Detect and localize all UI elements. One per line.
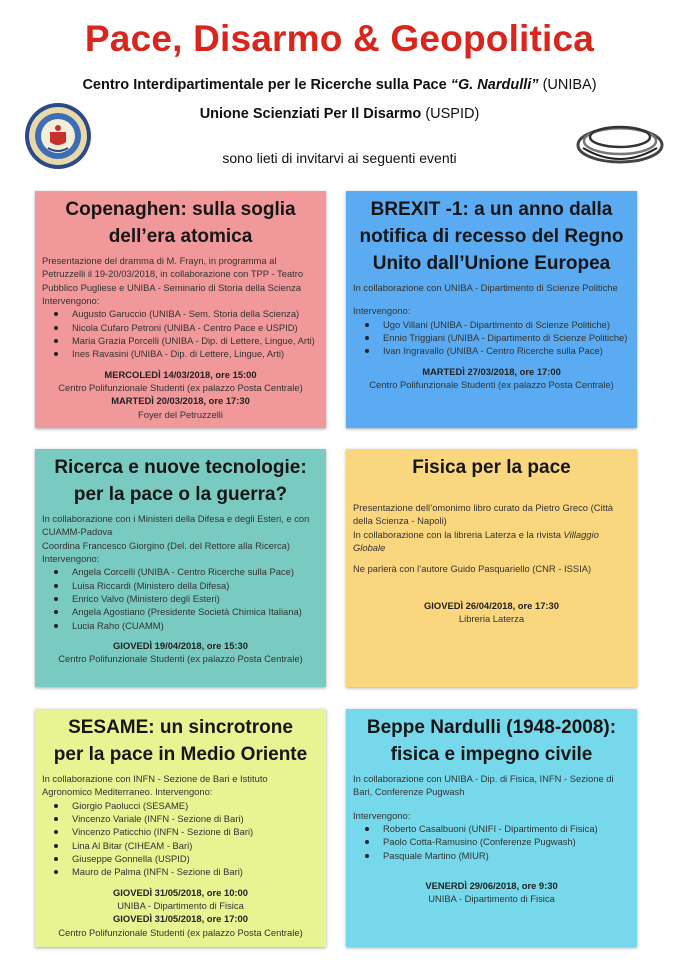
speaker-item: Paolo Cotta-Ramusino (Conferenze Pugwash) xyxy=(371,835,630,848)
event-collaboration: In collaborazione con la libreria Laterza e la rivista Villaggio Globale xyxy=(353,528,599,553)
organizer-1-suffix: (UNIBA) xyxy=(542,77,597,93)
speaker-item: Nicola Cufaro Petroni (UNIBA - Centro Pace e USPID) xyxy=(60,321,319,334)
event-title: Beppe Nardulli (1948-2008): fisica e impegno civile xyxy=(366,717,617,765)
event-venue: Centro Polifunzionale Studenti (ex palazzo Posta Centrale) xyxy=(58,926,303,938)
event-title: SESAME: un sincrotrone per la pace in Medio Oriente xyxy=(53,717,308,765)
event-card-sesame xyxy=(35,709,326,947)
event-card-brexit xyxy=(346,191,637,428)
speakers-label: Intervengono: xyxy=(42,294,100,306)
event-venue: Libreria Laterza xyxy=(458,613,525,625)
speaker-item: Ennio Triggiani (UNIBA - Dipartimento di Scienze Politiche) xyxy=(371,331,630,344)
event-title: BREXIT -1: a un anno dalla notifica di recesso del Regno Unito dall’Unione Europea xyxy=(359,199,624,274)
speaker-item: Ugo Villani (UNIBA - Dipartimento di Scienze Politiche) xyxy=(371,318,630,331)
event-schedule xyxy=(353,365,630,392)
speaker-item: Augusto Garuccio (UNIBA - Sem. Storia della Scienza) xyxy=(60,307,319,320)
event-date: MARTEDÌ 20/03/2018, ore 17:30 xyxy=(111,395,250,407)
event-description: Presentazione dell’omonimo libro curato da Pietro Greco (Città della Scienza - Napoli) xyxy=(353,501,614,527)
speaker-item: Giuseppe Gonnella (USPID) xyxy=(60,852,319,865)
invite-line: sono lieti di invitarvi ai seguenti eventi xyxy=(222,150,457,166)
organizer-1-name: Centro Interdipartimentale per le Ricerche sulla Pace xyxy=(82,77,447,93)
speaker-item: Maria Grazia Porcelli (UNIBA - Dip. di Lettere, Lingue, Arti) xyxy=(60,334,319,347)
event-date: MERCOLEDÌ 14/03/2018, ore 15:00 xyxy=(104,368,257,380)
event-schedule xyxy=(353,599,630,626)
event-date: MARTEDÌ 27/03/2018, ore 17:00 xyxy=(422,365,561,377)
speaker-item: Vincenzo Variale (INFN - Sezione di Bari) xyxy=(60,812,319,825)
event-title: Copenaghen: sulla soglia dell’era atomica xyxy=(65,199,296,247)
event-card-copenaghen xyxy=(35,191,326,428)
university-seal-icon xyxy=(24,102,92,170)
uspid-rings-logo-icon xyxy=(573,112,667,170)
event-schedule xyxy=(42,639,319,666)
speakers-list xyxy=(42,565,319,632)
speaker-item: Ines Ravasini (UNIBA - Dip. di Lettere, Lingue, Arti) xyxy=(60,347,319,360)
organizer-1-person: “G. Nardulli” xyxy=(450,77,539,93)
event-title: Fisica per la pace xyxy=(412,457,571,478)
event-card-nardulli xyxy=(346,709,637,947)
event-venue: Centro Polifunzionale Studenti (ex palazzo Posta Centrale) xyxy=(369,378,614,390)
event-coordinator: Coordina Francesco Giorgino (Del. del Rettore alla Ricerca) xyxy=(42,539,291,551)
event-description: In collaborazione con i Ministeri della Difesa e degli Esteri, e con CUAMM-Padova xyxy=(42,512,310,538)
event-date: GIOVEDÌ 31/05/2018, ore 17:00 xyxy=(113,913,248,925)
poster-title: Pace, Disarmo & Geopolitica xyxy=(84,18,595,59)
event-date: GIOVEDÌ 19/04/2018, ore 15:30 xyxy=(113,640,248,652)
speakers-label: Intervengono: xyxy=(353,809,411,821)
speaker-item: Luisa Riccardi (Ministero della Difesa) xyxy=(60,579,319,592)
event-venue: Centro Polifunzionale Studenti (ex palazzo Posta Centrale) xyxy=(58,653,303,665)
speaker-item: Lucia Raho (CUAMM) xyxy=(60,619,319,632)
event-schedule xyxy=(42,886,319,939)
speaker-item: Angela Corcelli (UNIBA - Centro Ricerche sulla Pace) xyxy=(60,565,319,578)
event-schedule xyxy=(353,879,630,906)
event-date: VENERDÌ 29/06/2018, ore 9:30 xyxy=(425,880,558,891)
event-title: Ricerca e nuove tecnologie: per la pace o la guerra? xyxy=(54,457,307,505)
event-schedule xyxy=(42,368,319,421)
speaker-item: Lina Al Bitar (CIHEAM - Bari) xyxy=(60,839,319,852)
magazine-name: Villaggio Globale xyxy=(353,528,599,553)
speaker-item: Pasquale Martino (MIUR) xyxy=(371,849,630,862)
speaker-item: Angela Agostiano (Presidente Società Chimica Italiana) xyxy=(60,605,319,618)
speakers-list xyxy=(42,307,319,360)
speakers-list xyxy=(353,822,630,862)
event-venue: UNIBA - Dipartimento di Fisica xyxy=(428,893,555,905)
event-speaker-note: Ne parlerà con l’autore Guido Pasquariello (CNR - ISSIA) xyxy=(353,563,592,575)
organizer-2-name: Unione Scienziati Per Il Disarmo xyxy=(199,106,422,122)
event-description: In collaborazione con INFN - Sezione de Bari e Istituto Agronomico Mediterraneo. Intervengono: xyxy=(42,772,268,798)
event-description: Presentazione del dramma di M. Frayn, in programma al Petruzzelli il 19-20/03/2018, in collaborazione con TPP - Teatro Pubblico Pugliese e UNIBA - Seminario di Storia della Scienza xyxy=(42,254,304,293)
organizer-line-1 xyxy=(0,77,679,93)
event-description: In collaborazione con UNIBA - Dipartimento di Scienze Politiche xyxy=(353,281,618,293)
speakers-list xyxy=(42,799,319,879)
event-venue: Centro Polifunzionale Studenti (ex palazzo Posta Centrale) xyxy=(58,382,303,394)
speakers-list xyxy=(353,318,630,358)
speaker-item: Roberto Casalbuoni (UNIFI - Dipartimento di Fisica) xyxy=(371,822,630,835)
speakers-label: Intervengono: xyxy=(42,552,100,564)
event-venue: Foyer del Petruzzelli xyxy=(138,408,223,420)
speaker-item: Giorgio Paolucci (SESAME) xyxy=(60,799,319,812)
event-card-ricerca xyxy=(35,449,326,687)
speaker-item: Enrico Valvo (Ministero degli Esteri) xyxy=(60,592,319,605)
organizer-2-suffix: (USPID) xyxy=(425,106,480,122)
speakers-label: Intervengono: xyxy=(353,305,411,317)
event-description: In collaborazione con UNIBA - Dip. di Fisica, INFN - Sezione di Bari, Conferenze Pugwash xyxy=(353,772,614,798)
event-venue: UNIBA - Dipartimento di Fisica xyxy=(117,900,244,912)
speaker-item: Vincenzo Paticchio (INFN - Sezione di Bari) xyxy=(60,825,319,838)
speaker-item: Ivan Ingravallo (UNIBA - Centro Ricerche sulla Pace) xyxy=(371,344,630,357)
event-date: GIOVEDÌ 26/04/2018, ore 17:30 xyxy=(424,599,559,611)
speaker-item: Mauro de Palma (INFN - Sezione di Bari) xyxy=(60,865,319,878)
event-date: GIOVEDÌ 31/05/2018, ore 10:00 xyxy=(113,886,248,898)
event-card-fisica-pace xyxy=(346,449,637,687)
